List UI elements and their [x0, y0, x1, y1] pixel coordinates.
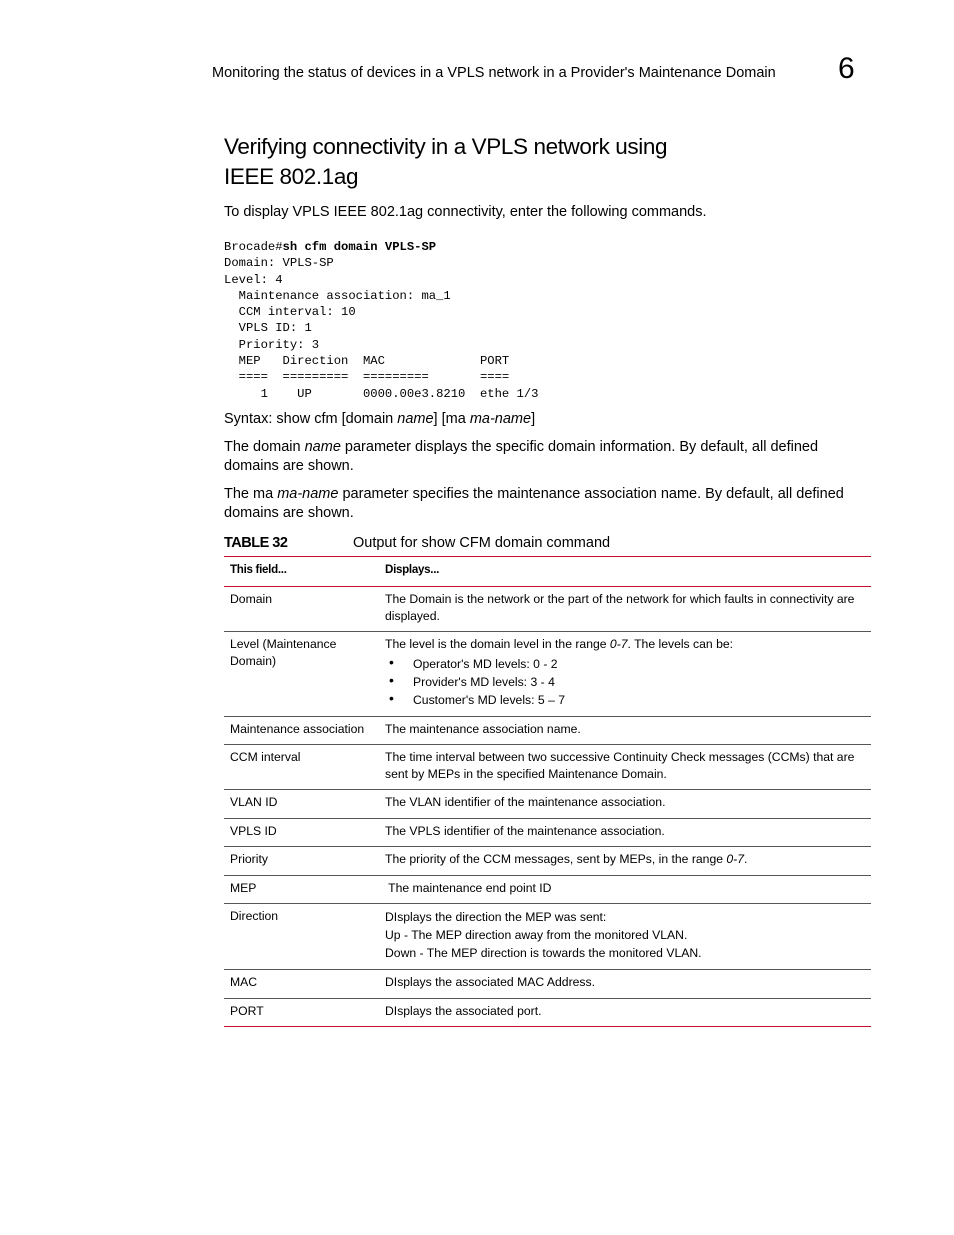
list-item: • Operator's MD levels: 0 - 2: [413, 655, 865, 673]
row-field: VPLS ID: [224, 818, 379, 847]
table-row: [224, 875, 871, 904]
row-field: Maintenance association: [224, 716, 379, 745]
table-row: [224, 632, 871, 717]
priority-desc-pre: The priority of the CCM messages, sent by MEPs, in the range: [385, 852, 727, 866]
row-desc: [379, 847, 871, 876]
row-desc: The VLAN identifier of the maintenance association.: [379, 790, 871, 819]
list-item: • Customer's MD levels: 5 – 7: [413, 691, 865, 709]
paragraph-ma: [224, 485, 872, 523]
p2-keyword: ma: [253, 486, 274, 502]
direction-line: Down - The MEP direction is towards the monitored VLAN.: [385, 946, 702, 960]
list-item: • Provider's MD levels: 3 - 4: [413, 673, 865, 691]
table-row: [224, 970, 871, 999]
row-field: MEP: [224, 875, 379, 904]
row-desc: The Domain is the network or the part of the network for which faults in connectivity are displayed.: [379, 587, 871, 632]
row-desc: The time interval between two successive Continuity Check messages (CCMs) that are sent by MEPs in the specified Maintenance Domain.: [379, 745, 871, 790]
p1-param: name: [304, 439, 341, 455]
chapter-number: 6: [838, 52, 855, 85]
table-caption: Output for show CFM domain command: [353, 535, 611, 551]
row-field: Level (Maintenance Domain): [224, 632, 379, 717]
syntax-label: Syntax: show cfm [domain: [224, 411, 398, 427]
row-desc: The maintenance association name.: [379, 716, 871, 745]
direction-line: Up - The MEP direction away from the monitored VLAN.: [385, 928, 688, 942]
table-row: [224, 745, 871, 790]
priority-desc-range: 0-7: [726, 852, 745, 866]
direction-line: DIsplays the direction the MEP was sent:: [385, 910, 607, 924]
table-row: [224, 998, 871, 1027]
table-row: [224, 818, 871, 847]
level-desc-post: . The levels can be:: [627, 637, 734, 651]
table-row: [224, 904, 871, 970]
row-field: VLAN ID: [224, 790, 379, 819]
table-row: [224, 587, 871, 632]
row-field: PORT: [224, 998, 379, 1027]
running-head: Monitoring the status of devices in a VPLS network in a Provider's Maintenance Domain: [212, 65, 776, 81]
p2-pre: The: [224, 486, 254, 502]
p1-keyword: domain: [253, 439, 301, 455]
code-block: [224, 239, 539, 402]
table-label: TABLE 32: [224, 535, 288, 551]
syntax-line: [224, 411, 535, 427]
level-desc-pre: The level is the domain level in the range: [385, 637, 610, 651]
table-row: [224, 716, 871, 745]
p1-post: parameter displays the specific domain information. By default, all defined domains are shown.: [224, 439, 819, 474]
p2-post: parameter specifies the maintenance association name. By default, all defined domains are shown.: [224, 486, 844, 521]
row-field: CCM interval: [224, 745, 379, 790]
row-desc: DIsplays the associated port.: [379, 998, 871, 1027]
table-row: [224, 790, 871, 819]
section-title: [224, 132, 744, 192]
table-row: [224, 847, 871, 876]
row-desc: The VPLS identifier of the maintenance association.: [379, 818, 871, 847]
row-field: Priority: [224, 847, 379, 876]
code-output: Domain: VPLS-SP Level: 4 Maintenance association: ma_1 CCM interval: 10 VPLS ID: 1 Priority: 3 MEP Direction MAC PORT ==== ========= ========= ==== 1 UP 0000.00e3.8210 ethe 1/3: [224, 256, 539, 401]
code-prompt: Brocade#: [224, 240, 283, 254]
syntax-param-ma-name: ma-name: [469, 411, 532, 427]
p2-param: ma-name: [277, 486, 339, 502]
row-field: Direction: [224, 904, 379, 970]
section-title-line-1: Verifying connectivity in a VPLS network using: [224, 134, 668, 159]
priority-desc-post: .: [744, 852, 748, 866]
p1-pre: The: [224, 439, 254, 455]
row-field: MAC: [224, 970, 379, 999]
header-displays: Displays...: [379, 557, 871, 587]
row-desc: The maintenance end point ID: [379, 875, 871, 904]
paragraph-domain: [224, 438, 872, 476]
header-field: This field...: [224, 557, 379, 587]
row-desc: [379, 632, 871, 717]
level-desc-range: 0-7: [609, 637, 628, 651]
cfm-output-table: [224, 556, 871, 1027]
row-field: Domain: [224, 587, 379, 632]
syntax-end: ]: [531, 411, 536, 427]
code-command: sh cfm domain VPLS-SP: [282, 240, 437, 254]
level-list: [385, 655, 865, 709]
syntax-param-name: name: [397, 411, 434, 427]
intro-text: To display VPLS IEEE 802.1ag connectivity, enter the following commands.: [224, 204, 707, 220]
section-title-line-2: IEEE 802.1ag: [224, 164, 359, 189]
row-desc: DIsplays the associated MAC Address.: [379, 970, 871, 999]
row-desc: [379, 904, 871, 970]
table-header-row: [224, 557, 871, 587]
syntax-mid: ] [ma: [433, 411, 470, 427]
